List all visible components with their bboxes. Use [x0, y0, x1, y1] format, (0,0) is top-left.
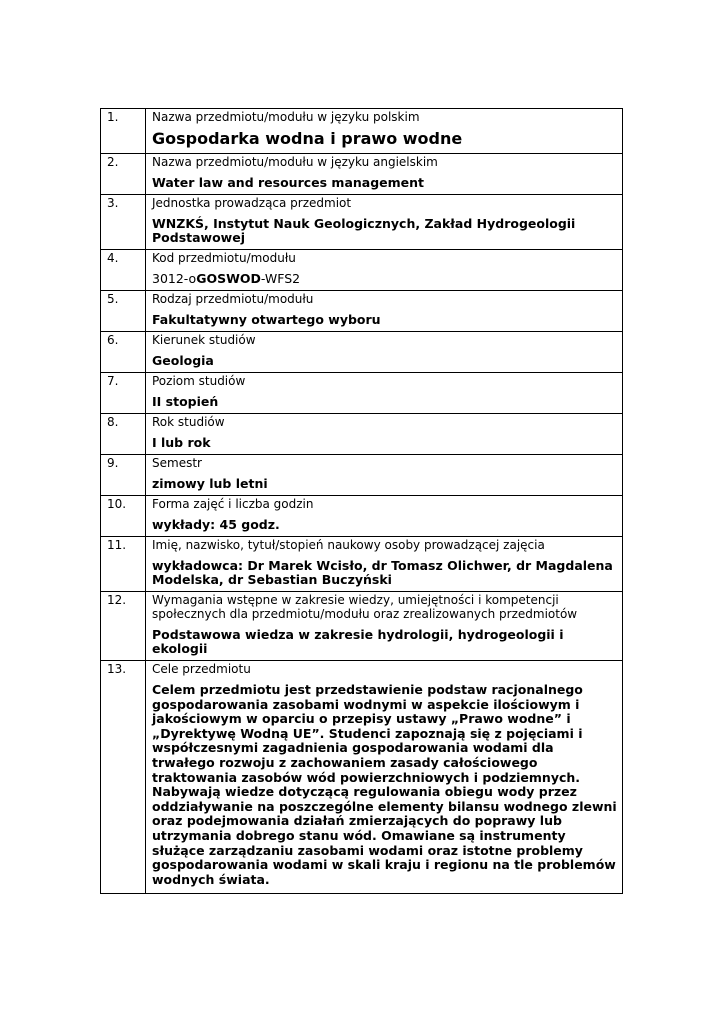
course-code-core: GOSWOD: [196, 271, 261, 286]
row-number: 9.: [101, 455, 146, 496]
course-code-prefix: 3012-o: [152, 271, 197, 286]
row-content: [146, 291, 623, 332]
row-content: [146, 373, 623, 414]
field-value: WNZKŚ, Instytut Nauk Geologicznych, Zakład Hydrogeologii Podstawowej: [152, 216, 576, 245]
field-value: zimowy lub letni: [152, 476, 268, 491]
row-content: [146, 332, 623, 373]
table-row: [101, 537, 623, 592]
table-row: [101, 496, 623, 537]
field-label: Poziom studiów: [152, 374, 246, 388]
table-row: [101, 291, 623, 332]
row-number: 13.: [101, 661, 146, 894]
field-value: Podstawowa wiedza w zakresie hydrologii, hydrogeologii i ekologii: [152, 627, 564, 656]
row-content: [146, 414, 623, 455]
syllabus-table: [100, 108, 623, 894]
row-content: [146, 195, 623, 250]
field-value: Water law and resources management: [152, 175, 425, 190]
row-number: 1.: [101, 109, 146, 154]
row-number: 8.: [101, 414, 146, 455]
row-content: [146, 154, 623, 195]
row-content: [146, 455, 623, 496]
row-number: 2.: [101, 154, 146, 195]
row-number: 10.: [101, 496, 146, 537]
field-label: Jednostka prowadząca przedmiot: [152, 196, 352, 210]
field-value: wykłady: 45 godz.: [152, 517, 280, 532]
field-label: Wymagania wstępne w zakresie wiedzy, umiejętności i kompetencji społecznych dla przedmiotu/modułu oraz zrealizowanych przedmiotów: [152, 593, 578, 621]
field-value: [146, 268, 622, 290]
row-number: 11.: [101, 537, 146, 592]
table-row: [101, 414, 623, 455]
row-number: 4.: [101, 250, 146, 291]
document-page: [100, 108, 623, 894]
table-row: [101, 661, 623, 894]
row-number: 6.: [101, 332, 146, 373]
field-label: Nazwa przedmiotu/modułu w języku angielskim: [152, 155, 438, 169]
row-content: [146, 537, 623, 592]
field-label: Semestr: [152, 456, 202, 470]
field-value: II stopień: [152, 394, 219, 409]
field-label: Imię, nazwisko, tytuł/stopień naukowy osoby prowadzącej zajęcia: [152, 538, 545, 552]
row-content: [146, 592, 623, 661]
field-value: I lub rok: [152, 435, 211, 450]
field-label: Kierunek studiów: [152, 333, 256, 347]
table-row: [101, 332, 623, 373]
table-row: [101, 154, 623, 195]
table-row: [101, 373, 623, 414]
field-label: Kod przedmiotu/modułu: [152, 251, 296, 265]
row-number: 5.: [101, 291, 146, 332]
table-row: [101, 592, 623, 661]
row-content: [146, 109, 623, 154]
field-label: Rok studiów: [152, 415, 225, 429]
row-number: 7.: [101, 373, 146, 414]
field-label: Cele przedmiotu: [152, 662, 251, 676]
row-content: [146, 661, 623, 894]
field-value: Geologia: [152, 353, 214, 368]
field-label: Forma zajęć i liczba godzin: [152, 497, 314, 511]
field-value: Celem przedmiotu jest przedstawienie podstaw racjonalnego gospodarowania zasobami wodnymi w aspekcie ilościowym i jakościowym w oparciu o przepisy ustawy „Prawo wodne” i „Dyrektywę Wodną UE”. Studenci zapoznają się z pojęciami i współczesnymi zagadnienia gospodarowania wodami dla trwałego rozwoju z zachowaniem zasady całościowego traktowania zasobów wód powierzchniowych i podziemnych. Nabywają wiedze dotyczącą regulowania obiegu wody przez oddziaływanie na poszczególne elementy bilansu wodnego zlewni oraz podejmowania działań zmierzających do poprawy lub utrzymania dobrego stanu wód. Omawiane są instrumenty służące zarządzaniu zasobami wodami oraz istotne problemy gospodarowania wodami w skali kraju i regionu na tle problemów wodnych świata.: [152, 682, 617, 887]
table-row: [101, 195, 623, 250]
field-value: Fakultatywny otwartego wyboru: [152, 312, 381, 327]
row-content: [146, 250, 623, 291]
field-value: wykładowca: Dr Marek Wcisło, dr Tomasz Olichwer, dr Magdalena Modelska, dr Sebastian Buczyński: [152, 558, 613, 587]
row-content: [146, 496, 623, 537]
row-number: 12.: [101, 592, 146, 661]
field-label: Rodzaj przedmiotu/modułu: [152, 292, 314, 306]
table-row: [101, 109, 623, 154]
course-code-suffix: -WFS2: [260, 271, 301, 286]
row-number: 3.: [101, 195, 146, 250]
table-row: [101, 250, 623, 291]
field-value: Gospodarka wodna i prawo wodne: [152, 129, 463, 148]
field-label: Nazwa przedmiotu/modułu w języku polskim: [152, 110, 420, 124]
table-row: [101, 455, 623, 496]
